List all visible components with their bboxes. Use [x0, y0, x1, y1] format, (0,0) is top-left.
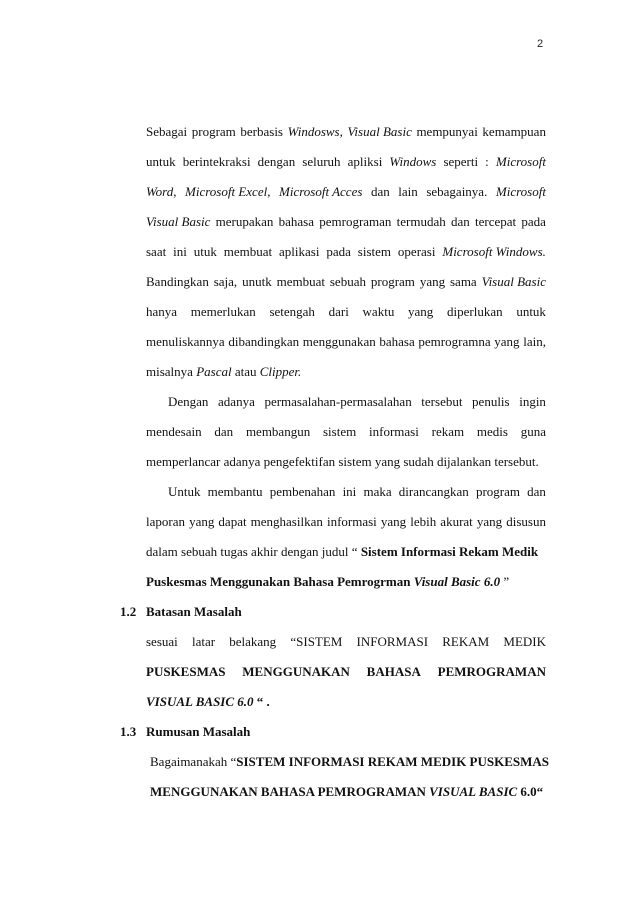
word: Microsoft: [495, 184, 546, 199]
word: pada: [521, 214, 546, 229]
section-1-2-line-3: [146, 694, 546, 710]
word: memerlukan: [190, 304, 256, 319]
word: Word,: [146, 184, 177, 199]
word: merupakan: [215, 214, 274, 229]
word: :: [485, 154, 489, 169]
word: penulis: [472, 394, 510, 409]
section-heading-1-2: [120, 604, 242, 620]
page-number: 2: [537, 38, 544, 50]
word: dibandingkan: [228, 334, 300, 349]
word: ini: [342, 484, 357, 499]
word: dirancangkan: [398, 484, 469, 499]
bold-run: Puskesmas Menggunakan Bahasa Pemrogrman: [146, 574, 414, 589]
italic-run: Pascal: [196, 364, 232, 379]
word: mempunyai: [416, 124, 478, 139]
word: untuk: [516, 304, 546, 319]
word: untuk: [146, 154, 176, 169]
word: maka: [363, 484, 392, 499]
word: pemrograman: [319, 214, 392, 229]
word: adanya: [218, 394, 255, 409]
word: hanya: [146, 304, 178, 319]
bold-run: MENGGUNAKAN BAHASA PEMROGRAMAN: [150, 784, 430, 799]
text-line: [146, 304, 546, 320]
word: BAHASA: [366, 664, 421, 679]
word: sebagainya.: [426, 184, 488, 199]
bold-run: 6.0“: [517, 784, 544, 799]
word: dan: [451, 214, 470, 229]
word: PEMROGRAMAN: [437, 664, 546, 679]
word: belakang: [229, 634, 277, 649]
word: rekam: [431, 424, 465, 439]
word: dengan: [257, 154, 296, 169]
word: “SISTEM: [290, 634, 343, 649]
text-run: ”: [500, 574, 510, 589]
bold-italic-run: VISUAL BASIC: [429, 784, 518, 799]
word: aplikasi: [279, 244, 320, 259]
word: unutk: [242, 274, 272, 289]
word: tercepat: [475, 214, 517, 229]
word: permasalahan-permasalahan: [264, 394, 412, 409]
text-line: [146, 124, 546, 140]
word: MENGGUNAKAN: [242, 664, 350, 679]
word: bahasa: [278, 214, 314, 229]
word: membuat: [276, 274, 325, 289]
word: dan: [370, 184, 390, 199]
word: lain,: [523, 334, 546, 349]
word: lebih: [410, 514, 437, 529]
word: Microsoft Acces: [279, 184, 363, 199]
word: Visual Basic: [146, 214, 211, 229]
word: seluruh: [302, 154, 341, 169]
word: dapat: [218, 514, 247, 529]
word: Microsoft Windows.: [442, 244, 546, 259]
word: informasi: [326, 514, 377, 529]
word: yang: [494, 334, 520, 349]
word: berintekraksi: [182, 154, 251, 169]
text-line: [146, 514, 546, 530]
word: diperlukan: [447, 304, 503, 319]
word: dari: [328, 304, 349, 319]
word: dan: [527, 484, 546, 499]
word: utuk: [193, 244, 217, 259]
word: menghasilkan: [250, 514, 323, 529]
word: sama: [449, 274, 477, 289]
text-line: [146, 154, 546, 170]
bold-run: SISTEM INFORMASI REKAM MEDIK PUSKESMAS: [236, 754, 550, 769]
word: saat: [146, 244, 167, 259]
bold-italic-run: VISUAL BASIC 6.0: [146, 694, 254, 709]
word: apliksi: [347, 154, 383, 169]
text-run: misalnya: [146, 364, 197, 379]
word: bahasa: [379, 334, 415, 349]
italic-run: Clipper.: [259, 364, 302, 379]
word: akurat: [440, 514, 473, 529]
section-number: 1.2: [120, 604, 137, 619]
word: sistem: [357, 244, 392, 259]
bold-italic-run: Visual Basic 6.0: [413, 574, 501, 589]
text-line: [146, 244, 546, 260]
word: mendesain: [146, 424, 202, 439]
word: yang: [476, 514, 503, 529]
word: program: [475, 484, 520, 499]
section-1-2-line-1: [146, 634, 546, 650]
word: termudah: [396, 214, 446, 229]
section-heading-1-3: [120, 724, 250, 740]
word: program: [370, 274, 415, 289]
word: saja,: [213, 274, 238, 289]
text-line: [146, 214, 546, 230]
word: laporan: [146, 514, 185, 529]
paragraph-3-line-3: [146, 544, 546, 560]
word: sebuah: [329, 274, 366, 289]
text-run: Bagaimanakah “: [150, 754, 237, 769]
word: program: [191, 124, 236, 139]
word: Visual Basic: [347, 124, 412, 139]
word: lain: [398, 184, 418, 199]
word: Windosws,: [287, 124, 343, 139]
word: yang: [380, 514, 407, 529]
word: yang: [189, 514, 215, 529]
word: Visual Basic: [481, 274, 546, 289]
word: latar: [191, 634, 216, 649]
word: Microsoft Excel,: [185, 184, 271, 199]
paragraph-1-last-line: [146, 364, 546, 380]
word: medis: [476, 424, 508, 439]
section-title: Batasan Masalah: [146, 604, 242, 619]
word: Untuk: [168, 484, 201, 499]
word: membuat: [223, 244, 273, 259]
word: informasi: [369, 424, 419, 439]
word: ini: [173, 244, 187, 259]
paragraph-3-line-4: [146, 574, 546, 590]
paragraph-2-last-line: memperlancar adanya pengefektifan sistem yang sudah dijalankan tersebut.: [146, 454, 539, 469]
section-number: 1.3: [120, 724, 137, 739]
word: Microsoft: [495, 154, 546, 169]
text-run: dalam sebuah tugas akhir dengan judul “: [146, 544, 361, 559]
text-line: [146, 424, 546, 440]
text-run: “ .: [253, 694, 270, 709]
word: dan: [214, 424, 234, 439]
word: sistem: [322, 424, 357, 439]
word: pembenahan: [269, 484, 336, 499]
word: membantu: [207, 484, 263, 499]
word: MEDIK: [503, 634, 546, 649]
bold-run: Sistem Informasi Rekam Medik: [360, 544, 539, 559]
text-line: [146, 184, 546, 200]
text-line: [146, 334, 546, 350]
word: pemrogramna: [418, 334, 491, 349]
word: operasi: [397, 244, 436, 259]
word: tersebut: [421, 394, 463, 409]
text-line: [168, 484, 546, 500]
word: kemampuan: [482, 124, 546, 139]
word: REKAM: [442, 634, 490, 649]
section-1-3-line-1: [150, 754, 550, 770]
word: waktu: [362, 304, 395, 319]
text-run: atau: [231, 364, 260, 379]
word: menggunakan: [302, 334, 376, 349]
word: seperti: [443, 154, 479, 169]
word: disusun: [506, 514, 546, 529]
word: berbasis: [240, 124, 283, 139]
word: yang: [408, 304, 434, 319]
text-line: [146, 274, 546, 290]
word: membangun: [245, 424, 311, 439]
section-1-3-line-2: [150, 784, 550, 800]
word: Windows: [389, 154, 437, 169]
word: INFORMASI: [356, 634, 429, 649]
word: setengah: [269, 304, 315, 319]
word: Sebagai: [146, 124, 188, 139]
section-title: Rumusan Masalah: [146, 724, 251, 739]
word: menuliskannya: [146, 334, 225, 349]
word: PUSKESMAS: [146, 664, 226, 679]
word: Bandingkan: [146, 274, 209, 289]
word: Dengan: [168, 394, 209, 409]
word: pada: [326, 244, 351, 259]
section-1-2-line-2: [146, 664, 546, 680]
word: sesuai: [146, 634, 178, 649]
word: guna: [520, 424, 546, 439]
word: ingin: [519, 394, 546, 409]
word: yang: [419, 274, 446, 289]
text-line: [168, 394, 546, 410]
